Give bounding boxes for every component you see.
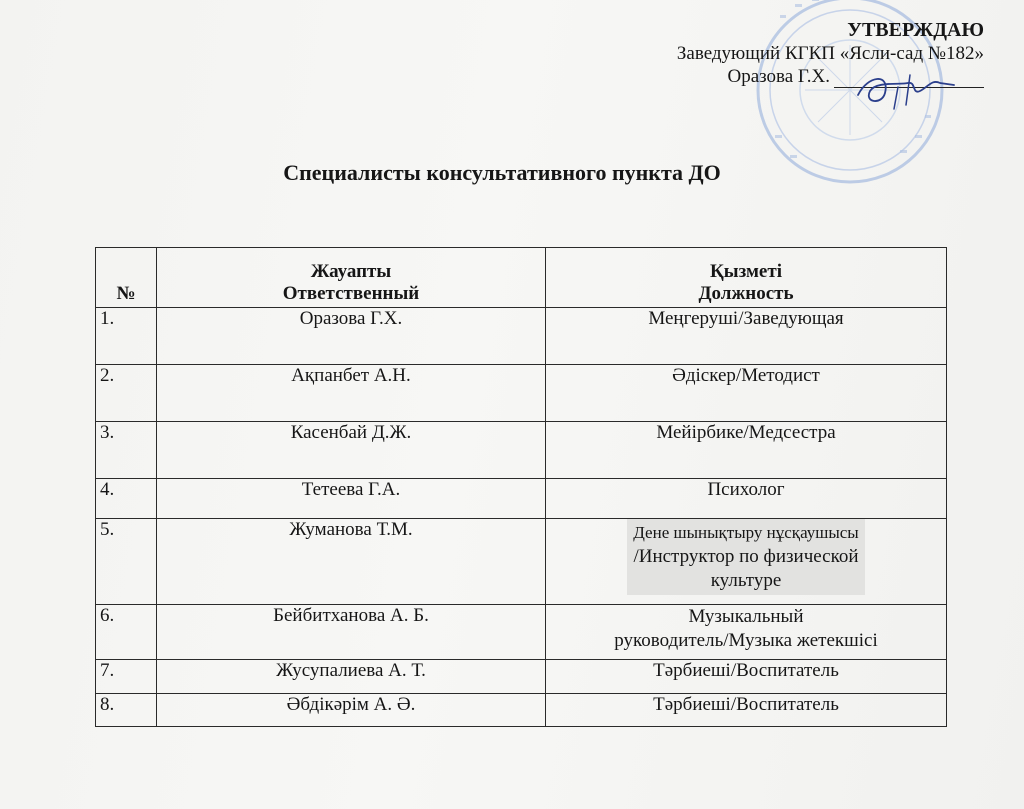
row-number: 4.	[96, 479, 157, 519]
row-position: Психолог	[546, 479, 947, 519]
row-name: Ақпанбет А.Н.	[157, 365, 546, 422]
row-number: 2.	[96, 365, 157, 422]
table-row	[96, 519, 947, 605]
row-position: Тәрбиеші/Воспитатель	[546, 694, 947, 727]
row-name: Оразова Г.Х.	[157, 308, 546, 365]
table-header-row	[96, 248, 947, 308]
table-row	[96, 605, 947, 660]
header-responsible	[157, 248, 546, 308]
header-number: №	[96, 248, 157, 308]
row-position: Мейірбике/Медсестра	[546, 422, 947, 479]
header-position-ru: Должность	[698, 283, 794, 304]
document-title: Специалисты консультативного пункта ДО	[283, 160, 721, 185]
row-number: 5.	[96, 519, 157, 605]
table-row	[96, 479, 947, 519]
header-responsible-kz: Жауапты	[310, 261, 392, 282]
row-name: Әбдікәрім А. Ә.	[157, 694, 546, 727]
approval-person: Оразова Г.Х.	[727, 66, 830, 87]
approval-heading: УТВЕРЖДАЮ	[847, 19, 984, 41]
row-position: Әдіскер/Методист	[546, 365, 947, 422]
table-row	[96, 308, 947, 365]
row-number: 6.	[96, 605, 157, 660]
header-position-kz: Қызметі	[710, 261, 782, 282]
position-line-1: Музыкальный	[688, 606, 804, 627]
row-number: 1.	[96, 308, 157, 365]
row-name: Касенбай Д.Ж.	[157, 422, 546, 479]
row-name: Бейбитханова А. Б.	[157, 605, 546, 660]
position-highlight	[627, 519, 864, 595]
staff-table	[95, 247, 947, 727]
row-number: 8.	[96, 694, 157, 727]
row-position: Меңгеруші/Заведующая	[546, 308, 947, 365]
row-name: Жусупалиева А. Т.	[157, 660, 546, 694]
position-line-3: культуре	[710, 570, 782, 591]
row-position: Тәрбиеші/Воспитатель	[546, 660, 947, 694]
row-name: Тетеева Г.А.	[157, 479, 546, 519]
table-row	[96, 365, 947, 422]
row-position	[546, 519, 947, 605]
position-line-2: /Инструктор по физической	[633, 546, 859, 567]
row-number: 3.	[96, 422, 157, 479]
table-row	[96, 422, 947, 479]
handwritten-signature	[850, 65, 960, 115]
row-position	[546, 605, 947, 660]
position-line-1: Дене шынықтыру нұсқаушысы	[633, 523, 859, 542]
row-number: 7.	[96, 660, 157, 694]
table-row	[96, 660, 947, 694]
table-row	[96, 694, 947, 727]
position-line-2: руководитель/Музыка жетекшісі	[614, 630, 878, 651]
header-position	[546, 248, 947, 308]
header-responsible-ru: Ответственный	[282, 283, 420, 304]
approval-position: Заведующий КГКП «Ясли-сад №182»	[676, 43, 984, 64]
row-name: Жуманова Т.М.	[157, 519, 546, 605]
